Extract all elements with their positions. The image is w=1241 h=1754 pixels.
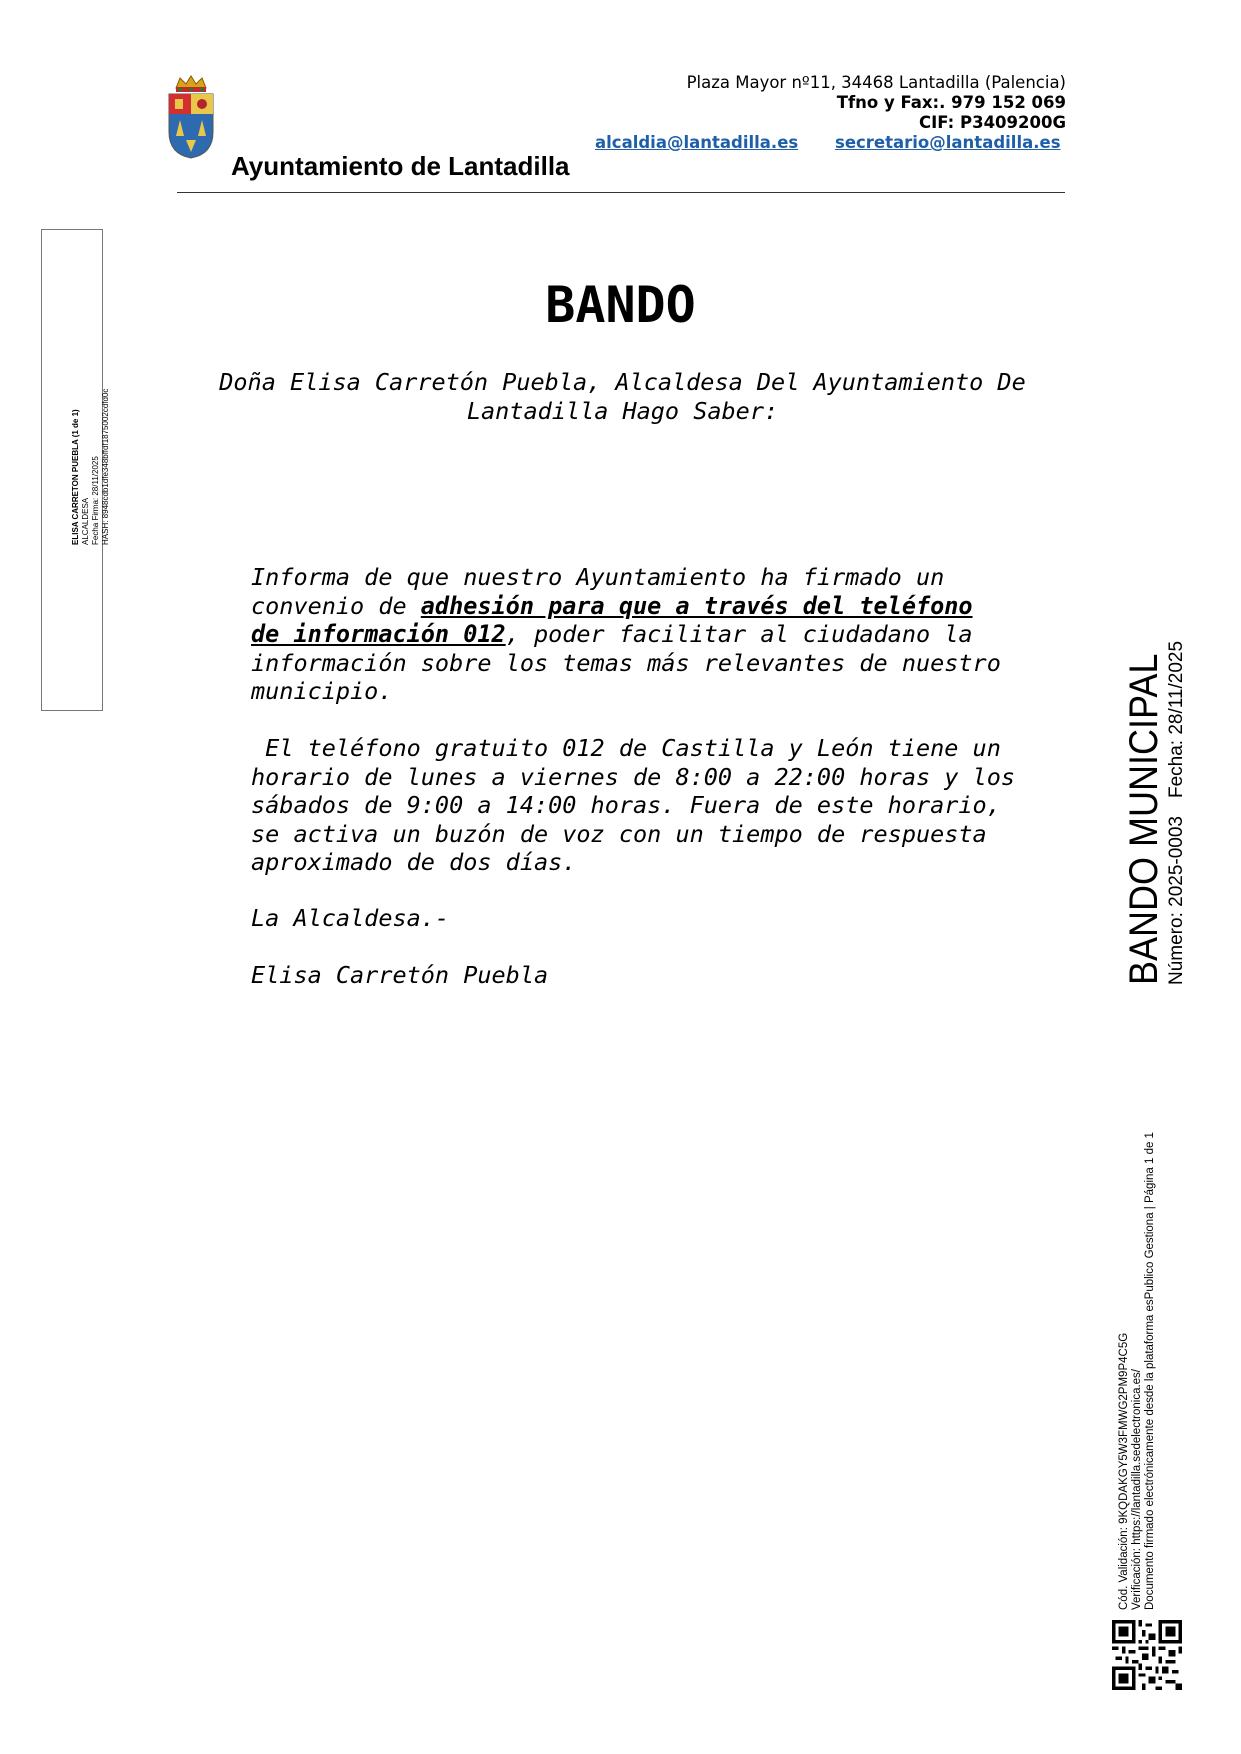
header-phone: Tfno y Fax:. 979 152 069 (836, 93, 1066, 112)
signed-note: Documento firmado electrónicamente desde la plataforma esPublico Gestiona | Página 1 de 1 (1144, 1132, 1156, 1610)
para1-line4: información sobre los temas más relevantes de nuestro (251, 648, 1001, 677)
para1-highlight-1: adhesión para que a través del teléfono (420, 591, 973, 620)
paragraph-1 (251, 563, 1001, 706)
para1-highlight-2: de información 012 (251, 620, 506, 648)
signer-name: ELISA CARRETON PUEBLA (1 de 1) (71, 409, 80, 545)
qr-code-icon (1112, 1620, 1182, 1690)
para2-line1: El teléfono gratuito 012 de Castilla y León tiene un (251, 734, 1001, 762)
stamp-date: Fecha: 28/11/2025 (1166, 640, 1187, 798)
stamp-number: Número: 2025-0003 (1166, 816, 1187, 985)
paragraph-2 (251, 734, 1015, 877)
registry-stamp (1122, 617, 1188, 985)
para1-line3 (251, 620, 1001, 649)
signature-date: Fecha Firma: 28/11/2025 (91, 456, 100, 545)
document-title: BANDO (545, 276, 696, 334)
signature-hash: HASH: 8948cdb1dfe348bffdf1875002cdfd0c (101, 388, 110, 545)
para1-line5: municipio. (251, 677, 393, 705)
header-cif: CIF: P3409200G (919, 113, 1066, 132)
para2-line2: horario de lunes a viernes de 8:00 a 22:00 horas y los (251, 762, 1016, 791)
stamp-title: BANDO MUNICIPAL (1122, 653, 1166, 985)
para1-line1: Informa de que nuestro Ayuntamiento ha firmado un (251, 563, 945, 591)
para1-line2 (251, 592, 1001, 621)
para2-line3: sábados de 9:00 a 14:00 horas. Fuera de este horario, (251, 791, 1001, 819)
document-intro: Doña Elisa Carretón Puebla, Alcaldesa Del Ayuntamiento De Lantadilla Hago Saber: (219, 368, 1026, 425)
header-address: Plaza Mayor nº11, 34468 Lantadilla (Palencia) (686, 73, 1066, 92)
email-alcaldia-link[interactable]: alcaldia@lantadilla.es (595, 133, 799, 152)
coat-of-arms-logo (166, 74, 216, 160)
para1-line3-post: , poder facilitar al ciudadano la (505, 620, 973, 648)
org-name: Ayuntamiento de Lantadilla (231, 151, 570, 181)
para2-line4: se activa un buzón de voz con un tiempo de respuesta (251, 819, 987, 848)
para2-line5: aproximado de dos días. (251, 848, 577, 876)
signatory-name: Elisa Carretón Puebla (251, 961, 549, 989)
validation-code: Cód. Validación: 9KQDAKGY5W3FMWG2PM9P4C5G (1118, 1332, 1130, 1610)
signatory-role: La Alcaldesa.- (251, 904, 450, 932)
verification-url[interactable]: Verificación: https://lantadilla.sedelectronica.es/ (1131, 1369, 1143, 1610)
verification-info (1118, 1132, 1157, 1610)
stamp-meta (1166, 617, 1188, 985)
email-secretario-link[interactable]: secretario@lantadilla.es (835, 133, 1061, 152)
signer-role: ALCALDESA (81, 497, 90, 545)
para1-line2-pre: convenio de (251, 591, 421, 620)
signature-info (71, 389, 111, 545)
header-divider (177, 192, 1065, 193)
